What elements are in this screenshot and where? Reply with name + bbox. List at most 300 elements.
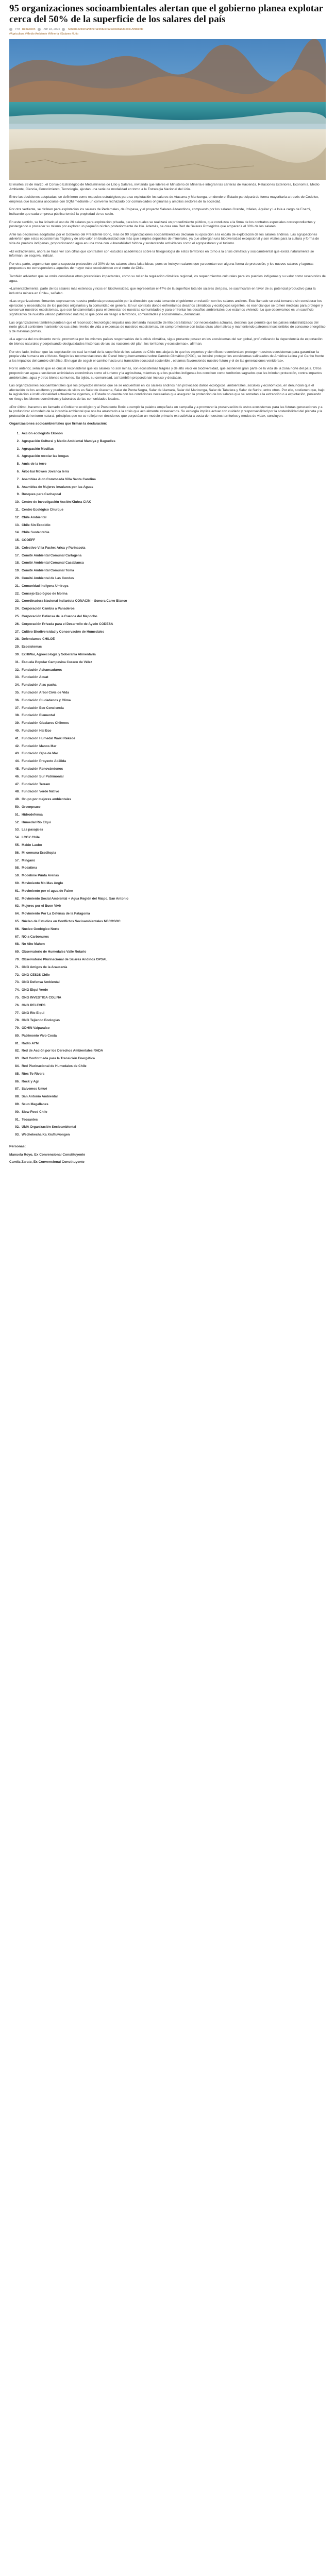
organization-name: Fundación Manos Mar — [22, 744, 57, 748]
organization-name: Agrupación Cultural y Medio Ambiental Mamiya y Baguelles — [22, 439, 115, 443]
organization-number: 66. — [15, 927, 20, 931]
organization-name: Radio AYNI — [22, 1041, 39, 1045]
organization-item — [12, 590, 326, 598]
organization-item — [12, 484, 326, 492]
organization-number: 93. — [15, 1133, 20, 1137]
organization-name: Patrimonio Vivo Costa — [22, 1033, 57, 1038]
organization-item — [12, 529, 326, 537]
folder-icon — [62, 28, 65, 31]
organization-item — [12, 857, 326, 865]
organization-item — [12, 629, 326, 636]
organization-item — [12, 468, 326, 476]
organization-number: 2. — [16, 439, 20, 443]
spokesperson-name: Camila Zarate, Ex Convencional Constituyente — [9, 1160, 85, 1164]
organization-item — [12, 979, 326, 987]
organization-name: Fundación Achancaduros — [22, 668, 62, 672]
organization-number: 42. — [15, 744, 20, 748]
paragraph: Por otro lado, indican que las explotación de casi la mitad de la superficie de los salares de Chile nos aleja de lo que los expertos y científicos recomiendan: proteger nuestros ecosistemas para garantizar la propia vida humana en el futuro. Según las recomendaciones del Panel Intergubernamental sobre Cambio Climático (IPCC), se incluiré proteger los ecosistemas salineados de América Latina y el Caribe frente a los impactos del cambio climático. En lugar de seguir el camino hacia una transición ecosocial sostenible , estamos favoreciendo nuestro futuro y el de las generaciones venideras». — [9, 350, 324, 363]
organization-number: 19. — [15, 569, 20, 573]
organization-name: UMA Organización Socioambiental — [22, 1125, 76, 1129]
organization-number: 60. — [15, 881, 20, 885]
organization-name: Mujeres por el Buen Vivir — [22, 904, 61, 908]
organizations-intro: Organizaciones socioambientales que firman la declaración: — [9, 422, 107, 426]
organization-item — [12, 834, 326, 842]
organization-name: Agrupación recolar las lengas — [22, 454, 69, 459]
organization-item — [12, 1055, 326, 1063]
organization-number: 40. — [15, 729, 20, 733]
organization-item — [12, 1047, 326, 1055]
organization-number: 6. — [16, 469, 20, 473]
organization-item — [12, 796, 326, 804]
organization-item — [12, 880, 326, 888]
organization-number: 63. — [15, 904, 20, 908]
author-prefix: Por — [15, 28, 20, 31]
organization-name: Fundación Elemental — [22, 714, 55, 718]
organization-number: 50. — [15, 805, 20, 809]
organization-item — [12, 1025, 326, 1032]
organization-name: Scuo Magallanes — [22, 1103, 48, 1107]
organization-number: 30. — [15, 653, 20, 657]
organization-name: NO a Carbonuros — [22, 935, 49, 939]
organization-name: Chile Sin Ecocidio — [22, 523, 51, 527]
organization-number: 1. — [16, 431, 20, 435]
organization-item — [12, 888, 326, 895]
organization-name: ONG Rio Elqui — [22, 1011, 45, 1015]
organization-item — [12, 453, 326, 461]
organization-name: Centro Ecológico Churque — [22, 507, 63, 512]
organization-item — [12, 621, 326, 629]
organization-item — [12, 850, 326, 857]
organization-number: 72. — [15, 973, 20, 977]
article-body — [9, 183, 326, 427]
organization-name: Fundación Sur Patrimonial — [22, 774, 64, 778]
organization-number: 89. — [15, 1103, 20, 1107]
paragraph: «Lamentablemente, parte de los salares más extensos y ricos en biodiversidad, que representan el 47% de la superficie total de salares del país, se sacrificarán en favor de su potencial productivo para la industria minera en Chile», señalan. — [9, 287, 316, 295]
organization-item — [12, 865, 326, 872]
organization-name: ODHIN Valparaíso — [22, 1026, 50, 1030]
organization-number: 83. — [15, 1057, 20, 1061]
paragraph: «Las organizaciones firmantes expresamos nuestra profunda preocupación por la dirección que está tomando el gobierno en relación con los salares andinos. Este llamado se está tomando sin considerar los ejercicios y necesidades de los pueblos originarios y la comunidad en general. En un contexto donde enfrentamos desafíos climáticos y ecológicos urgentes, es esencial que se tomen medidas para proteger y conservar nuestros ecosistemas, que son fundamentales para el bienestar de nuestras comunidades y para enfrentar los desafíos ambientales que estamos viviendo. Lo que observamos es un sacrificio significativo de nuestro valioso patrimonio natural, lo que pone en riesgo a territorios, comunidades y ecosistemas», denuncian. — [9, 299, 323, 317]
organization-number: 37. — [15, 706, 20, 710]
organization-item — [12, 712, 326, 720]
organization-item — [12, 1093, 326, 1101]
organization-number: 71. — [15, 965, 20, 969]
organization-number: 28. — [15, 637, 20, 641]
organization-number: 29. — [15, 645, 20, 649]
organization-name: ONG Elqui Verde — [22, 988, 48, 992]
paragraph: Las organizaciones socioambientales que los proyectos mineros que se se encuentran en los salares andinos han provocado daños ecológicos, ambientales, sociales y económicos, en denuncian que el afectación de los acuíferos y praderas de sitios es Salar de Atacama, Salar de Punta Negra, Salar de Llamará, Salar del Maricunga, Salar de Tatatiera y Salar de Surire, entre otros. Por ello, sostienen que, bajo la legislación e institucionalidad actualmente vigentes, el Estado no cuenta con las condiciones necesarias que aseguren la protección de los salares que se sometan a la extracción o a explotación, poniendo en riesgo los bienes económicos y laborales de las comunidades locales. — [9, 384, 325, 401]
organization-name: ONG CES3S Chile — [22, 973, 50, 977]
organization-name: Comité Ambiental Comunal Cartagena — [22, 553, 82, 557]
organization-number: 36. — [15, 698, 20, 702]
organization-number: 65. — [15, 919, 20, 923]
organization-number: 24. — [15, 607, 20, 611]
organization-number: 82. — [15, 1049, 20, 1053]
organization-name: Chile Sustentable — [22, 531, 49, 535]
organization-item — [12, 499, 326, 506]
organization-name: Rock y Agr — [22, 1079, 39, 1083]
organization-number: 43. — [15, 752, 20, 756]
organization-item — [12, 781, 326, 789]
organization-item — [12, 1086, 326, 1093]
organization-number: 15. — [15, 538, 20, 543]
organization-item — [12, 788, 326, 796]
organization-item — [12, 941, 326, 948]
organization-name: No Alto Mahon — [22, 942, 45, 946]
organization-number: 67. — [15, 935, 20, 939]
organization-name: Acción ecologista Ekonón — [22, 431, 63, 435]
organization-item — [12, 819, 326, 827]
organization-name: Nucleo Geológico Norte — [22, 927, 59, 931]
organization-item — [12, 674, 326, 682]
organization-number: 20. — [15, 577, 20, 581]
organization-number: 84. — [15, 1064, 20, 1069]
organization-item — [12, 476, 326, 484]
organization-number: 44. — [15, 759, 20, 764]
organization-item — [12, 872, 326, 880]
organization-item — [12, 811, 326, 819]
organization-number: 79. — [15, 1026, 20, 1030]
paragraph: También advierten que se omite considerar otros potenciales impactantes, como su rol en la regulación climática regional, los requerimientos culturales para los pueblos indígenas y su valor como reservorios de agua. — [9, 274, 326, 283]
organization-name: Corporación Privada para el Desarrollo de Aysén CODESA — [22, 622, 113, 626]
organization-number: 3. — [16, 447, 20, 451]
organization-item — [12, 910, 326, 918]
organization-number: 5. — [16, 462, 20, 466]
paragraph: «El extractivismo, ahora se hace ver con cifras que contrasten con estudios académicos sobre la fisiogeología de estos territorios en torno a la crisis climática y socioambiental que exista naturamente se informan, se esquiva, indican. — [9, 249, 314, 258]
paragraph: Por lo anterior, señalan que es crucial reconsiderar que los salares no son mínas, son ecosistemas frágiles y de alto valor en biodiversidad, que sostienen gran parte de la vida de la zona norte del país. Otros proporcionan agua e sostienen actividades económicas como el turismo y la agricultura, mientras que los pueblos indígenas los conciben como territorios sagrados que les brindan protección, contra impactos ambientales, agua y otros bienes comunes. Su tejido, su comunidad, así también proporcionan incluso y destacan. — [9, 367, 322, 380]
organization-item — [12, 826, 326, 834]
organization-name: ExHIWai, Agroecología y Soberanía Alimentaria — [22, 653, 96, 657]
organization-number: 17. — [15, 553, 20, 557]
organization-number: 81. — [15, 1041, 20, 1045]
organization-number: 7. — [16, 477, 20, 481]
organization-name: Bosques para Cachapoal — [22, 493, 61, 497]
organization-item — [12, 758, 326, 766]
organization-item — [12, 1071, 326, 1078]
organization-name: Observatorio de Humedales Valle Rotario — [22, 950, 87, 954]
organization-item — [12, 720, 326, 727]
organization-name: Chile Ambiental — [22, 515, 47, 519]
organization-name: Fundación Hai Eco — [22, 729, 52, 733]
organization-name: Fundación Terram — [22, 782, 51, 786]
organization-name: Observatorio Plurinacional de Salares Andinos OPSAL — [22, 957, 108, 961]
organization-name: CODEFF — [22, 538, 36, 543]
organization-item — [12, 438, 326, 446]
article-title: 95 organizaciones socioambientales alertan que el gobierno planea explotar cerca del 50% de la superficie de los salares del país — [9, 3, 323, 25]
paragraph: Por otra parte, argumentan que la supuesta protección del 30% de los salares altera falsa ideas, pues se incluyen salares que ya cuentan con alguna forma de protección, y los nuevos salares y lagunas propuestos no corresponden a aquellos de mayor valor ecosistémico en el norte de Chile. — [9, 262, 314, 270]
organization-item — [12, 522, 326, 530]
organization-number: 12. — [15, 515, 20, 519]
paragraph: Por otra vertiente, se definen para explotación los salares de Pedernales, de Coipasa, y el proyecto Salares Altoandinos, compuesto por los salares Grande, Infieles, Aguilar y La Isla a cargo de Enami, indicando que cada empresa pública tendrá la propiedad de su socio. — [9, 208, 311, 216]
organization-name: Comité Ambiental de Las Condes — [22, 577, 74, 581]
organization-item — [12, 667, 326, 674]
organization-number: 91. — [15, 1117, 20, 1122]
organization-name: Red Conformada para la Transición Energética — [22, 1057, 95, 1061]
organization-name: Fundación Arbol Civis de Vida — [22, 691, 69, 695]
organization-item — [12, 903, 326, 910]
organization-number: 70. — [15, 957, 20, 961]
organization-number: 31. — [15, 660, 20, 664]
organization-number: 51. — [15, 812, 20, 817]
organization-item — [12, 514, 326, 522]
organization-name: Comité Ambiental Comunal Casablanca — [22, 561, 84, 565]
organization-name: Defendamos CHILOÉ — [22, 637, 55, 641]
organization-name: ONG Defensa Ambiental — [22, 980, 60, 985]
organization-number: 9. — [16, 493, 20, 497]
organization-number: 11. — [15, 507, 20, 512]
organization-item — [12, 537, 326, 545]
organization-item — [12, 926, 326, 934]
organization-name: Colectivo Villa Pache: Arica y Parinacota — [22, 546, 86, 550]
organization-number: 75. — [15, 995, 20, 999]
organization-item — [12, 560, 326, 567]
organization-number: 10. — [15, 500, 20, 504]
organization-item — [12, 964, 326, 972]
paragraph: El martes 28 de marzo, el Consejo Estratégico de Metalmineros de Litio y Salares, invitando que lideres el Ministerio de Minería e integran las carteras de Hacienda, Relaciones Exteriores, Economía, Medio Ambiente, Ciencia, Conocimiento, Tecnología, ajustan una serie de modalidad en torno a la Estrategia Nacional del Litio. — [9, 183, 320, 191]
organization-name: ONG Tejiendo Ecologías — [22, 1019, 60, 1023]
organization-number: 33. — [15, 675, 20, 680]
organization-name: Teosantes — [22, 1117, 38, 1122]
organization-name: ONG Amigos de la Araucanía — [22, 965, 68, 969]
organization-number: 74. — [15, 988, 20, 992]
organization-item — [12, 689, 326, 697]
organization-item — [12, 934, 326, 941]
organization-number: 16. — [15, 546, 20, 550]
organization-item — [12, 1002, 326, 1010]
organization-number: 45. — [15, 767, 20, 771]
organization-number: 59. — [15, 874, 20, 878]
organization-item — [12, 552, 326, 560]
organization-name: Las pasajales — [22, 828, 43, 832]
organization-number: 54. — [15, 836, 20, 840]
organization-item — [12, 987, 326, 994]
organization-name: ONG RELEVES — [22, 1003, 46, 1007]
organization-item — [12, 643, 326, 651]
organization-item — [12, 506, 326, 514]
organization-item — [12, 895, 326, 903]
organization-item — [12, 750, 326, 758]
organization-item — [12, 491, 326, 499]
author-icon — [9, 28, 12, 31]
organization-name: Fundación Ciudadanos y Clima — [22, 698, 71, 702]
spokespersons — [9, 1143, 326, 1166]
organization-name: San Antonio Ambiental — [22, 1095, 58, 1099]
organization-number: 86. — [15, 1079, 20, 1083]
organization-item — [12, 743, 326, 751]
organization-name: Fundación Glaciares Chilenos — [22, 721, 69, 725]
organization-item — [12, 1131, 326, 1139]
organization-number: 35. — [15, 691, 20, 695]
organization-item — [12, 972, 326, 979]
organization-number: 4. — [16, 454, 20, 459]
organization-number: 23. — [15, 599, 20, 603]
organization-number: 46. — [15, 774, 20, 778]
organization-item — [12, 804, 326, 811]
organization-number: 41. — [15, 736, 20, 740]
organization-number: 8. — [16, 485, 20, 489]
organization-name: Humedal Rio Elqui — [22, 820, 51, 824]
organization-number: 34. — [15, 683, 20, 687]
article-tags[interactable]: #Agricultura #Medio Ambiente #Minería #Salares #Litio — [9, 32, 79, 36]
organization-item — [12, 651, 326, 659]
organization-item — [12, 1063, 326, 1071]
organization-name: Fundación Verde Nativo — [22, 790, 59, 794]
organization-item — [12, 956, 326, 964]
organization-item — [12, 705, 326, 713]
hero-image — [9, 39, 326, 180]
organization-number: 13. — [15, 523, 20, 527]
organization-name: Comité Ambiental Comunal Toma — [22, 569, 74, 573]
organization-name: Corporación Cambia a Panaderos — [22, 607, 75, 611]
organization-item — [12, 948, 326, 956]
organization-number: 88. — [15, 1095, 20, 1099]
organization-name: Movimiento Social Ambiental + Agua Región del Maipo, San Antonio — [22, 896, 129, 901]
article-meta — [9, 27, 326, 31]
organization-item — [12, 430, 326, 438]
organization-name: Agrupación Mesillas — [22, 447, 54, 451]
organization-name: Fundación Humedal Waiki Rekedé — [22, 736, 75, 740]
organization-number: 69. — [15, 950, 20, 954]
organization-number: 25. — [15, 615, 20, 619]
organization-number: 52. — [15, 820, 20, 824]
organization-name: Coordinadora Nacional Indianista CONACIN – Sonora Carro Blanco — [22, 599, 127, 603]
organization-number: 22. — [15, 591, 20, 596]
organization-item — [12, 1032, 326, 1040]
organization-item — [12, 446, 326, 453]
organization-name: Hidrodefensa — [22, 812, 43, 817]
organization-item — [12, 1109, 326, 1116]
organization-number: 32. — [15, 668, 20, 672]
author-link[interactable]: Redacción — [22, 28, 36, 31]
organization-item — [12, 461, 326, 468]
organization-name: Mabin Laubo — [22, 843, 42, 847]
organization-name: Salvemos Umué — [22, 1087, 47, 1091]
paragraph: «Por último, hacemos un llamado al Gobierno ecológico y al Presidente Boric a cumplir la palabra empeñada en campaña y a promover la preservación de estos ecosistemas para las futuras generaciones y a la profundizar el modelo de la industria ambiental que nos ha arrastrado a la crisis que actualmente atravesamos. Su ecología implica actuar con cuidado y responsabilidad por la sostenibilidad del planeta y la protección del entorno natural, principios que no se reflejan en decisiones que perpetúan un modelo primario extractivista a costa de nuestros territorios y modos de vida», concluyen. — [9, 405, 323, 418]
organization-name: Ríos To Rivers — [22, 1072, 45, 1076]
organization-number: 77. — [15, 1011, 20, 1015]
organization-item — [12, 697, 326, 705]
organization-number: 48. — [15, 790, 20, 794]
organization-item — [12, 735, 326, 743]
organization-item — [12, 1124, 326, 1131]
organization-name: Fundación Alas pacha — [22, 683, 57, 687]
organization-number: 62. — [15, 896, 20, 901]
organization-name: Asamblea de Mujeres Insulares por las Aguas — [22, 485, 93, 489]
organization-item — [12, 567, 326, 575]
organization-name: Red de Acción por los Derechos Ambientales RADA — [22, 1049, 103, 1053]
organization-name: Movimiento Por La Defensa de la Patagonia — [22, 912, 90, 916]
organization-name: Amis de la terre — [22, 462, 46, 466]
organization-item — [12, 583, 326, 590]
spokesperson-name: Manuela Royo, Ex Convencional Constituyente — [9, 1153, 86, 1157]
organization-name: Ecosistemas — [22, 645, 42, 649]
organization-number: 76. — [15, 1003, 20, 1007]
organization-number: 58. — [15, 866, 20, 870]
organization-number: 68. — [15, 942, 20, 946]
organization-item — [12, 766, 326, 773]
organization-name: Red Plurinacional de Humedales de Chile — [22, 1064, 87, 1069]
organization-name: Modelime Punta Arenas — [22, 874, 59, 878]
article-categories[interactable]: Minería Minería/Minería/Industria/Sociedad/Medio Ambiente — [68, 28, 144, 31]
organization-number: 61. — [15, 889, 20, 893]
organization-number: 18. — [15, 561, 20, 565]
organization-name: Asamblea Auto Convocada Villa Santa Carolina — [22, 477, 96, 481]
organization-number: 73. — [15, 980, 20, 985]
organization-name: LCOY Chile — [22, 836, 40, 840]
organization-item — [12, 575, 326, 583]
organization-name: Fundación Ojos de Mar — [22, 752, 58, 756]
organization-item — [12, 1101, 326, 1109]
organization-name: ONG INVESTIGA COLINA — [22, 995, 61, 999]
paragraph: Entre las decisiones adoptadas, se definieron como espacios estratégicos para su explotación los salares de Atacama y Maricunga, en donde el Estado participará de forma mayoritaria a través de Codelco, empresa que buscaría asociarse con SQM mediante un convenio rechazado por comunidades originarias y amplios sectores de la sociedad. — [9, 195, 319, 204]
organization-name: Escuela Popular Campesina Curaco de Vélez — [22, 660, 92, 664]
organization-item — [12, 918, 326, 926]
article-page — [0, 0, 335, 1166]
organization-number: 90. — [15, 1110, 20, 1114]
calendar-icon — [38, 28, 41, 31]
organization-number: 21. — [15, 584, 20, 588]
organization-name: Consejo Ecológico de Molina — [22, 591, 68, 596]
organization-name: Greenpeace — [22, 805, 41, 809]
organization-number: 64. — [15, 912, 20, 916]
organization-item — [12, 1078, 326, 1086]
organization-item — [12, 773, 326, 781]
organization-name: Fundación Renovándonos — [22, 767, 63, 771]
organization-name: Minganú — [22, 858, 36, 862]
organization-item — [12, 598, 326, 605]
organization-item — [12, 1010, 326, 1018]
organization-name: Grupo por mejores ambientales — [22, 798, 72, 802]
organization-number: 27. — [15, 630, 20, 634]
organizations-list — [12, 430, 326, 1139]
organization-name: Núcleo de Estudios en Conflictos Socioambientales NECOSOC — [22, 919, 121, 923]
organization-number: 80. — [15, 1033, 20, 1038]
organization-item — [12, 636, 326, 643]
organization-number: 38. — [15, 714, 20, 718]
organization-item — [12, 682, 326, 689]
article-date: Abr 18, 2024 — [43, 28, 60, 31]
organization-name: Fundación Proyecto Adálida — [22, 759, 66, 764]
organization-item — [12, 605, 326, 613]
organization-number: 39. — [15, 721, 20, 725]
organization-number: 53. — [15, 828, 20, 832]
organization-number: 26. — [15, 622, 20, 626]
organization-item — [12, 1116, 326, 1124]
paragraph: Ante las decisiones adoptadas por el Gobierno del Presidente Boric, más de 90 organizaciones socioambientales declaran su oposición a la escala de explotación de los salares andinos. Las agrupaciones advierten que estos ecosistemas frágiles y de alto valor en biodiversidad son más que simples depósitos de minerales, ya que albergan una biodiversidad excepcional y son vitales para la cultura y forma de vida de pueblos indígenas, proporcionando agua en una zona con vulnerabilidad hídrica y sustentando actividades como el agropastoreo y el turismo. — [9, 232, 320, 245]
organization-item — [12, 613, 326, 621]
organization-item — [12, 1017, 326, 1025]
organization-name: Movimiento Mo Mas Anglo — [22, 881, 63, 885]
organization-name: Corporación Defensa de la Cuenca del Mapocho — [22, 615, 97, 619]
organization-name: Movimiento por el agua de Paine — [22, 889, 73, 893]
organization-number: 57. — [15, 858, 20, 862]
paragraph: «La agenda del crecimiento verde, promovida por los mismos países responsables de la crisis climática, sigue presente poseer en los ecosistemas del sur global, profundizando la dependencia de exportación de bienes naturales y perpetuando desigualdades históricas de las las naciones del plan, los territorios y ecosistemas», afirman. — [9, 337, 323, 346]
organization-name: Fundación Acuat — [22, 675, 48, 680]
organization-number: 78. — [15, 1019, 20, 1023]
organization-item — [12, 994, 326, 1002]
organization-name: Cultivo Biodiversidad y Conservación de Humedales — [22, 630, 105, 634]
organization-name: Slow Food Chile — [22, 1110, 47, 1114]
spokespersons-heading: Personas: — [9, 1145, 26, 1149]
organization-number: 56. — [15, 851, 20, 855]
organization-item — [12, 727, 326, 735]
organization-item — [12, 1040, 326, 1048]
organization-item — [12, 659, 326, 667]
paragraph: Las organizaciones también plantean que el reconocido tecnológico impulsa una demanda insaciable de litio para fabricar por necesidades actuales, destinos que permite que los países industrializados del norte global continúen manteniendo sus altos niveles de vida a expensas de nuestros ecosistemas, sin comprometerse con todas otras alternativas y manteniendo patrones insostenibles de consumo energético y de materias primas. — [9, 320, 326, 333]
organization-number: 47. — [15, 782, 20, 786]
organization-name: Mi comuna EcoUtopia — [22, 851, 56, 855]
organization-item — [12, 842, 326, 850]
